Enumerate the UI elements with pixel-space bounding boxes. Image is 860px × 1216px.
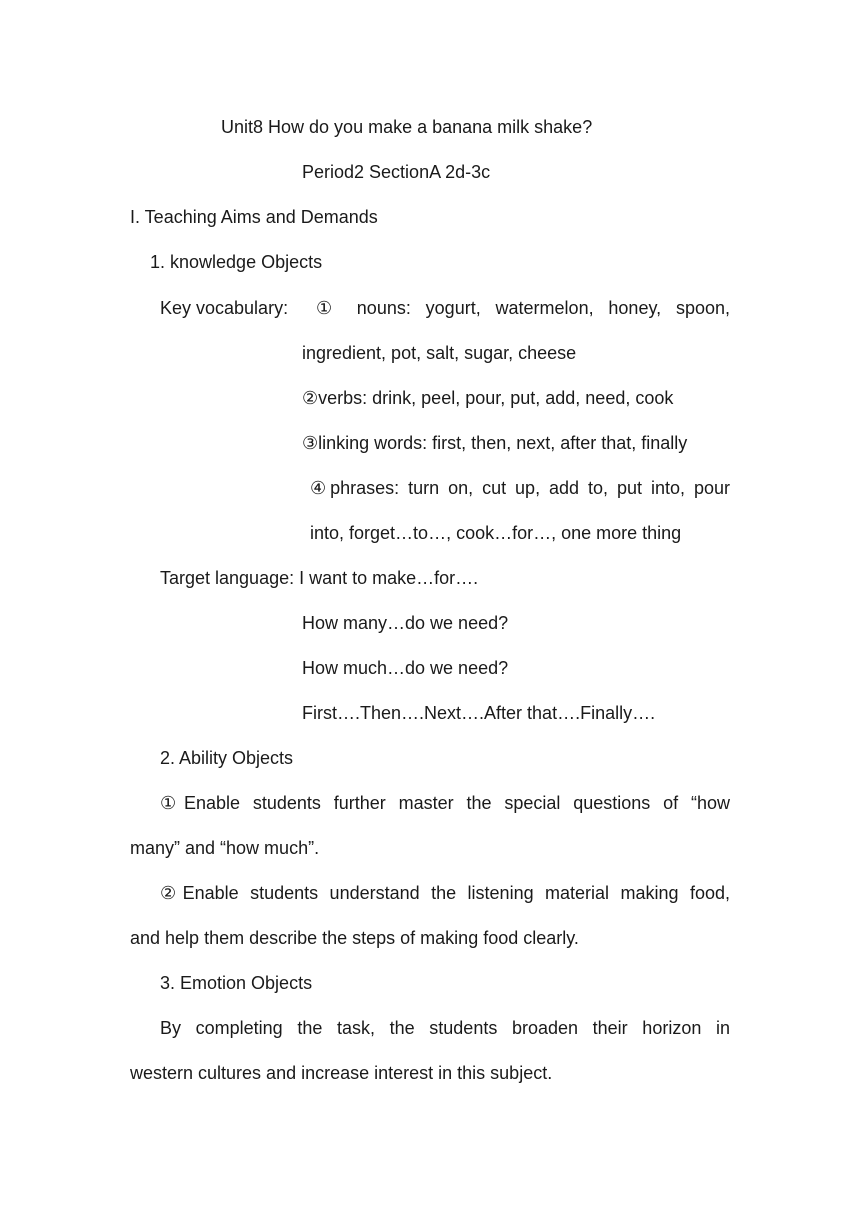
target-language-line: How much…do we need? xyxy=(302,658,509,678)
target-language-line: First….Then….Next….After that….Finally…. xyxy=(302,703,656,723)
ability-item2-line1: ②Enable students understand the listening material making food, xyxy=(160,883,730,903)
vocab-linking-words: ③linking words: first, then, next, after that, finally xyxy=(302,433,688,453)
vocab-verbs: ②verbs: drink, peel, pour, put, add, need, cook xyxy=(302,388,674,408)
document-subtitle: Period2 SectionA 2d-3c xyxy=(302,162,491,182)
vocab-phrases-line2: into, forget…to…, cook…for…, one more thing xyxy=(310,523,682,543)
emotion-paragraph-line1: By completing the task, the students broaden their horizon in xyxy=(160,1018,730,1038)
subheading-emotion-objects: 3. Emotion Objects xyxy=(160,973,313,993)
document-title: Unit8 How do you make a banana milk shake? xyxy=(221,117,593,137)
ability-item1-line1: ①Enable students further master the special questions of “how xyxy=(160,793,730,813)
emotion-paragraph-line2: western cultures and increase interest in this subject. xyxy=(130,1063,553,1083)
vocab-nouns-line2: ingredient, pot, salt, sugar, cheese xyxy=(302,343,577,363)
vocab-phrases-line1: ④phrases: turn on, cut up, add to, put into, pour xyxy=(310,478,730,498)
key-vocabulary-label: Key vocabulary: xyxy=(160,298,289,318)
subheading-ability-objects: 2. Ability Objects xyxy=(160,748,294,768)
target-language-label: Target language: I want to make…for…. xyxy=(160,568,479,588)
ability-item1-line2: many” and “how much”. xyxy=(130,838,320,858)
subheading-knowledge-objects: 1. knowledge Objects xyxy=(150,252,323,272)
ability-item2-line2: and help them describe the steps of making food clearly. xyxy=(130,928,579,948)
target-language-line: How many…do we need? xyxy=(302,613,509,633)
vocab-nouns-line1: ① nouns: yogurt, watermelon, honey, spoon, xyxy=(316,298,730,318)
section-heading-teaching-aims: I. Teaching Aims and Demands xyxy=(130,207,378,227)
